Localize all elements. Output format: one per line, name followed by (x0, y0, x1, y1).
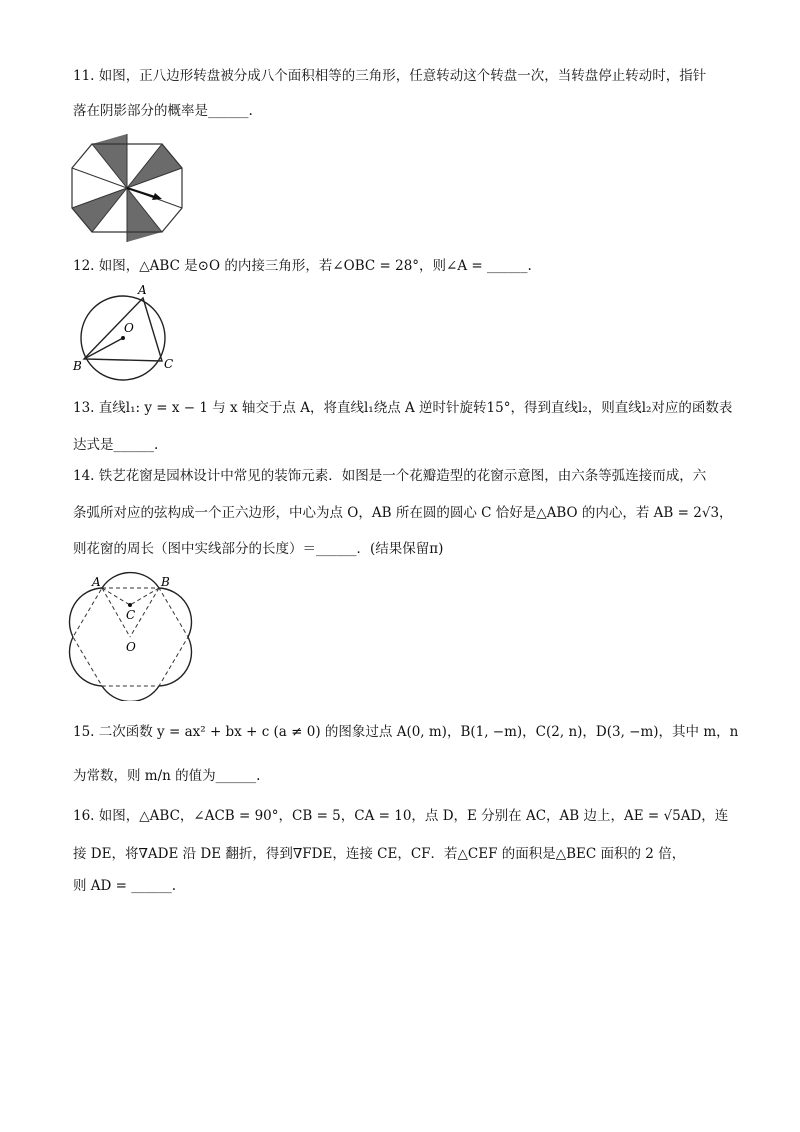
problem-11-line-2: 落在阴影部分的概率是______. (73, 103, 253, 119)
problem-11-line-1: 11. 如图，正八边形转盘被分成八个面积相等的三角形，任意转动这个转盘一次，当转盘停止转动时，指针 (73, 68, 707, 84)
flower-window-figure (68, 571, 198, 705)
problem-14-line-2: 条弧所对应的弦构成一个正六边形，中心为点 O，AB 所在圆的圆心 C 恰好是△ABO 的内心，若 AB = 2√3， (73, 505, 733, 521)
problem-13-line-2: 达式是______. (73, 437, 159, 453)
label-c: C (164, 357, 174, 371)
dashed-hexagon (73, 588, 188, 686)
triangle-abc (84, 298, 162, 361)
problem-14-line-3: 则花窗的周长（图中实线部分的长度）＝______．(结果保留π) (73, 541, 444, 557)
problem-13-line-1: 13. 直线l₁: y = x − 1 与 x 轴交于点 A，将直线l₁绕点 A 逆时针旋转15°，得到直线l₂，则直线l₂对应的函数表 (73, 400, 733, 416)
problem-14-line-1: 14. 铁艺花窗是园林设计中常见的装饰元素．如图是一个花瓣造型的花窗示意图，由六条等弧连接而成，六 (73, 468, 707, 484)
shaded-sector-2 (127, 144, 182, 188)
label-o: O (124, 321, 134, 335)
point-c (128, 603, 132, 607)
octagon-spinner-figure (70, 134, 188, 246)
problem-15-line-2: 为常数，则 m/n 的值为______. (73, 768, 261, 784)
inscribed-triangle-figure (70, 282, 180, 386)
shaded-sector-3 (72, 188, 127, 232)
label-b: B (161, 575, 170, 589)
label-c: C (126, 608, 136, 622)
problem-12-line-1: 12. 如图，△ABC 是⊙O 的内接三角形，若∠OBC = 28°，则∠A = ______. (73, 258, 532, 274)
problem-16-line-1: 16. 如图，△ABC，∠ACB = 90°，CB = 5，CA = 10，点 D，E 分别在 AC，AB 边上，AE = √5AD，连 (73, 808, 729, 824)
label-b: B (73, 359, 82, 373)
center-point (121, 336, 125, 340)
segment-ob (84, 338, 123, 359)
shaded-sector-1 (92, 134, 127, 188)
problem-15-line-1: 15. 二次函数 y = ax² + bx + c (a ≠ 0) 的图象过点 A(0, m)，B(1, −m)，C(2, n)，D(3, −m)，其中 m，n (73, 724, 739, 740)
label-o: O (126, 640, 136, 654)
problem-16-line-3: 则 AD = ______. (73, 878, 177, 894)
label-a: A (138, 283, 147, 297)
problem-16-line-2: 接 DE，将∇ADE 沿 DE 翻折，得到∇FDE，连接 CE，CF．若△CEF 的面积是△BEC 面积的 2 倍， (73, 846, 686, 862)
label-a: A (92, 575, 101, 589)
